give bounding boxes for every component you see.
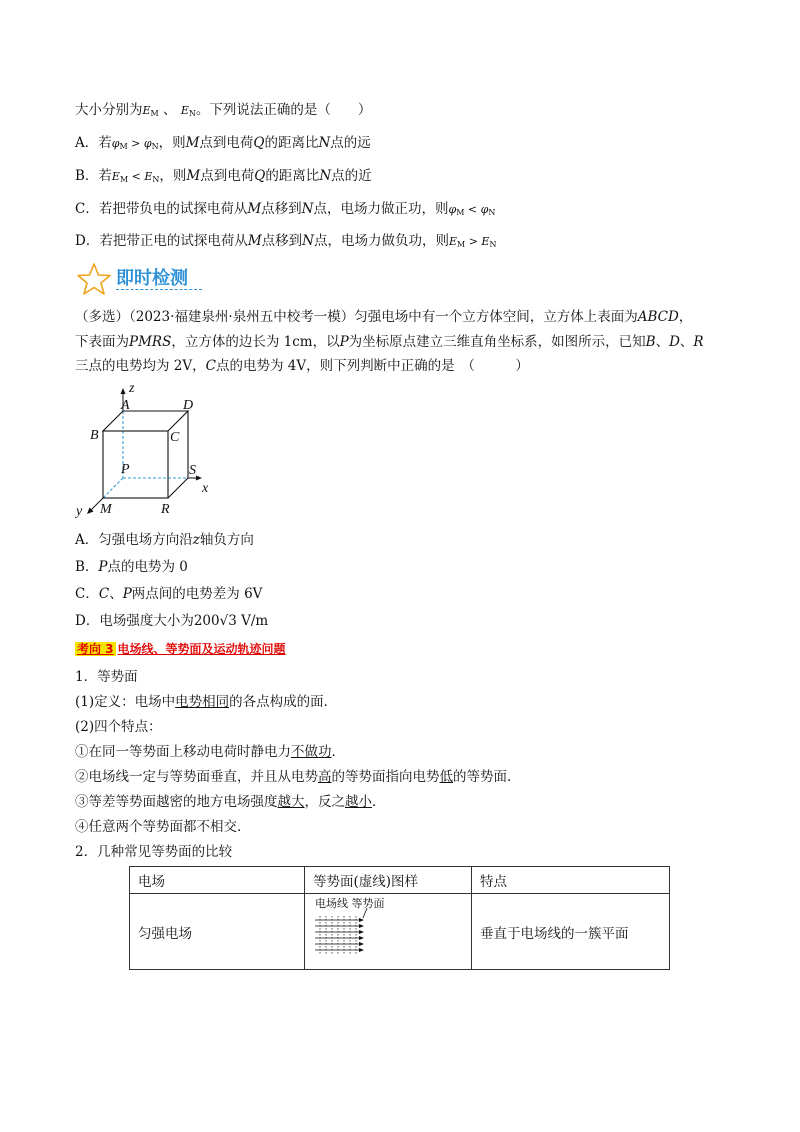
uniform-field-figure [305, 894, 471, 965]
note-feature-2: ②电场线一定与等势面垂直，并且从电势高的等势面指向电势低的等势面． [75, 769, 521, 785]
note-feature-1: ①在同一等势面上移动电荷时静电力不做功． [75, 744, 345, 760]
equipotential-lines [320, 916, 356, 954]
cell-feature: 垂直于电场线的一簇平面 [472, 894, 670, 970]
topic-heading [75, 640, 286, 657]
label-y: y [76, 504, 83, 519]
front-face [103, 431, 168, 498]
option-d-1: D．若把带正电的试探电荷从M点移到N点，电场力做负功，则$E_M > E_N$ [75, 233, 497, 249]
label-D: D [183, 398, 194, 413]
label-x: x [202, 481, 209, 496]
star-icon [74, 262, 114, 296]
label-P: P [121, 462, 130, 477]
field-arrows [359, 918, 364, 952]
question-line-2: 下表面为PMRS，立方体的边长为 1cm，以P为坐标原点建立三维直角坐标系，如图所示，已知B、D、R [75, 334, 704, 350]
edge-SR [168, 478, 188, 498]
edge-PM [103, 478, 123, 498]
label-C: C [170, 430, 180, 445]
topic-tag: 考向 3 [77, 642, 114, 656]
comparison-table [129, 866, 670, 970]
option-a-2: A．匀强电场方向沿z轴负方向 [75, 532, 254, 548]
section-heading [74, 262, 214, 296]
label-A: A [121, 398, 130, 413]
note-feature-4: ④任意两个等势面都不相交． [75, 819, 251, 835]
note-2: 2．几种常见等势面的比较 [75, 844, 233, 860]
note-features: (2)四个特点： [75, 719, 162, 735]
section-heading-text: 即时检测 [116, 268, 188, 289]
label-S: S [189, 463, 196, 478]
header-feature: 特点 [472, 867, 670, 894]
intro-line: 大小分别为$E_M$ 、 $E_N$。下列说法正确的是（ ） [75, 102, 372, 118]
option-a-1: A．若$\varphi_M > \varphi_N$，则M点到电荷Q的距离比N点的远 [75, 135, 371, 151]
question-line-3: 三点的电势均为 2V，C点的电势为 4V，则下列判断中正确的是 （ ） [75, 358, 529, 374]
z-axis-arrow [121, 388, 126, 394]
header-field: 电场 [130, 867, 305, 894]
table-header-row [130, 867, 670, 894]
label-B: B [90, 428, 99, 443]
note-definition: (1)定义：电场中电势相同的各点构成的面． [75, 694, 338, 710]
table-row [130, 894, 670, 970]
heading-underline [116, 289, 202, 290]
top-face [103, 411, 188, 431]
option-c-2: C．C、P两点间的电势差为 6V [75, 586, 263, 602]
option-c-1: C．若把带负电的试探电荷从M点移到N点，电场力做正功，则$\varphi_M < \varphi_N$ [75, 201, 496, 217]
note-feature-3: ③等差等势面越密的地方电场强度越大，反之越小． [75, 794, 386, 810]
question-line-1: （多选）（2023·福建泉州·泉州五中校考一模）匀强电场中有一个立方体空间，立方体上表面为ABCD， [75, 309, 693, 325]
x-axis-arrow [196, 476, 202, 481]
header-pattern: 等势面(虚线)图样 [305, 867, 472, 894]
cube-figure [70, 382, 220, 522]
option-b-1: B．若$E_M < E_N$，则M点到电荷Q的距离比N点的近 [75, 168, 372, 184]
option-b-2: B．P点的电势为 0 [75, 559, 188, 575]
cell-pattern [305, 894, 472, 970]
cell-field: 匀强电场 [130, 894, 305, 970]
topic-title: 电场线、等势面及运动轨迹问题 [117, 642, 286, 656]
label-z: z [129, 382, 135, 396]
note-1: 1．等势面 [75, 669, 138, 685]
label-R: R [161, 502, 170, 517]
figure-caption: 电场线 等势面 [315, 897, 385, 910]
label-M: M [100, 502, 112, 517]
option-d-2: D．电场强度大小为200√3 V/m [75, 613, 269, 629]
